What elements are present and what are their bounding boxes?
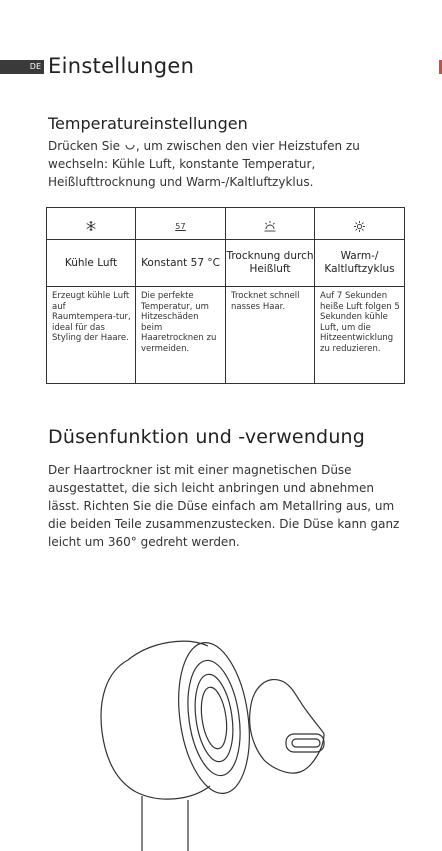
nozzle-section-title: Düsenfunktion und -verwendung	[48, 426, 366, 448]
intro-text-end: , um zwischen den vier Heizstufen zu wechseln: Kühle Luft, konstante Temperatur, Heißlufttrocknung und Warm-/Kaltluftzyklus.	[48, 139, 360, 189]
mode-name: Konstant 57 °C	[136, 240, 226, 287]
mode-description: Erzeugt kühle Luft auf Raumtempera-tur, ideal für das Styling der Haare.	[47, 287, 136, 384]
temperature-intro	[48, 137, 408, 191]
temperature-section-title: Temperatureinstellungen	[48, 114, 248, 133]
mode-icon-cell	[136, 208, 226, 240]
mode-name-row	[47, 240, 405, 287]
mode-description-row	[47, 287, 405, 384]
power-button-icon	[124, 140, 136, 153]
mode-name: Warm-/ Kaltluftzyklus	[315, 240, 405, 287]
mode-description: Die perfekte Temperatur, um Hitzeschäden beim Haaretrocknen zu vermeiden.	[136, 287, 226, 384]
page-title: Einstellungen	[48, 54, 195, 78]
mode-name: Trocknung durch Heißluft	[226, 240, 315, 287]
temperature-57-icon: 57	[175, 222, 186, 231]
hot-air-icon	[263, 219, 277, 232]
temperature-modes-table	[46, 207, 405, 384]
mode-icon-cell	[47, 208, 136, 240]
mode-icon-cell	[315, 208, 405, 240]
snowflake-icon	[85, 219, 97, 232]
hair-dryer-illustration	[0, 600, 442, 851]
language-badge: DE	[0, 60, 44, 74]
mode-description: Auf 7 Sekunden heiße Luft folgen 5 Sekunden kühle Luft, um die Hitzeentwicklung zu reduzieren.	[315, 287, 405, 384]
mode-name: Kühle Luft	[47, 240, 136, 287]
warm-cold-cycle-icon	[353, 219, 366, 232]
mode-icon-cell	[226, 208, 315, 240]
mode-description: Trocknet schnell nasses Haar.	[226, 287, 315, 384]
icon-row	[47, 208, 405, 240]
nozzle-description: Der Haartrockner ist mit einer magnetischen Düse ausgestattet, die sich leicht anbringen und abnehmen lässt. Richten Sie die Düse einfach am Metallring aus, um die beiden Teile zusammenzustecken. Die Düse kann ganz leicht um 360° gedreht werden.	[48, 463, 400, 549]
intro-text-start: Drücken Sie	[48, 139, 124, 153]
